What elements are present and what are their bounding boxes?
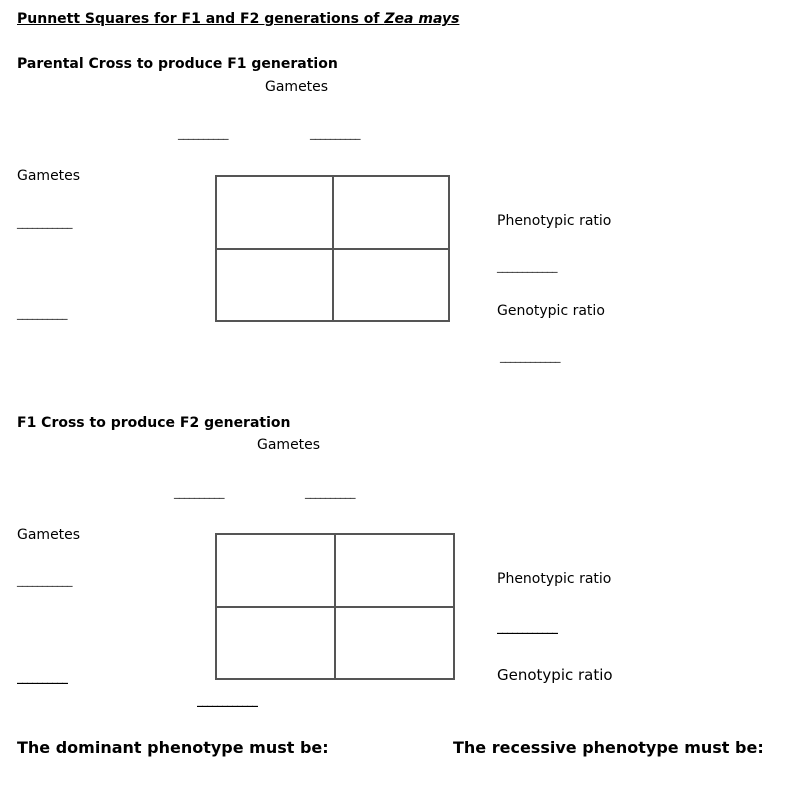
section2-genotypic-ratio-label: Genotypic ratio bbox=[497, 666, 613, 684]
dominant-phenotype-prompt: The dominant phenotype must be: bbox=[17, 738, 329, 757]
section1-punnett-square bbox=[215, 175, 450, 322]
section1-side-gamete-blank-2[interactable]: __________ bbox=[17, 307, 67, 320]
section1-gametes-top-label: Gametes bbox=[265, 79, 329, 95]
section2-phenotypic-ratio-blank[interactable]: ____________ bbox=[497, 620, 557, 634]
section1-genotypic-ratio-label: Genotypic ratio bbox=[497, 303, 605, 319]
title-text: Punnett Squares for F1 and F2 generations of bbox=[17, 11, 385, 27]
section2-gametes-side-label: Gametes bbox=[17, 527, 81, 543]
punnett-cell[interactable] bbox=[216, 607, 335, 680]
punnett-cell[interactable] bbox=[216, 534, 335, 607]
section1-genotypic-ratio-blank[interactable]: ____________ bbox=[500, 350, 560, 363]
section1-side-gamete-blank-1[interactable]: ___________ bbox=[17, 216, 72, 229]
section2-punnett-square bbox=[215, 533, 455, 680]
species-name: Zea mays bbox=[384, 11, 460, 27]
punnett-cell[interactable] bbox=[216, 176, 333, 249]
punnett-cell[interactable] bbox=[333, 249, 450, 322]
section2-top-gamete-blank-2[interactable]: __________ bbox=[305, 486, 355, 499]
section2-side-gamete-blank-2[interactable]: __________ bbox=[17, 670, 67, 684]
section2-gametes-top-label: Gametes bbox=[257, 437, 321, 453]
punnett-cell[interactable] bbox=[335, 534, 454, 607]
punnett-cell[interactable] bbox=[216, 249, 333, 322]
section1-heading: Parental Cross to produce F1 generation bbox=[17, 56, 338, 72]
section1-top-gamete-blank-2[interactable]: __________ bbox=[310, 127, 360, 140]
section2-heading: F1 Cross to produce F2 generation bbox=[17, 415, 291, 431]
punnett-cell[interactable] bbox=[333, 176, 450, 249]
section1-phenotypic-ratio-blank[interactable]: ____________ bbox=[497, 260, 557, 273]
punnett-cell[interactable] bbox=[335, 607, 454, 680]
section1-phenotypic-ratio-label: Phenotypic ratio bbox=[497, 213, 612, 229]
section2-phenotypic-ratio-label: Phenotypic ratio bbox=[497, 571, 612, 587]
section1-top-gamete-blank-1[interactable]: __________ bbox=[178, 127, 228, 140]
section2-top-gamete-blank-1[interactable]: __________ bbox=[174, 486, 224, 499]
recessive-phenotype-prompt: The recessive phenotype must be: bbox=[453, 738, 764, 757]
section2-side-gamete-blank-1[interactable]: ___________ bbox=[17, 574, 72, 587]
section2-genotypic-ratio-blank[interactable]: ____________ bbox=[197, 693, 257, 707]
section1-gametes-side-label: Gametes bbox=[17, 168, 81, 184]
page-title bbox=[17, 11, 459, 27]
